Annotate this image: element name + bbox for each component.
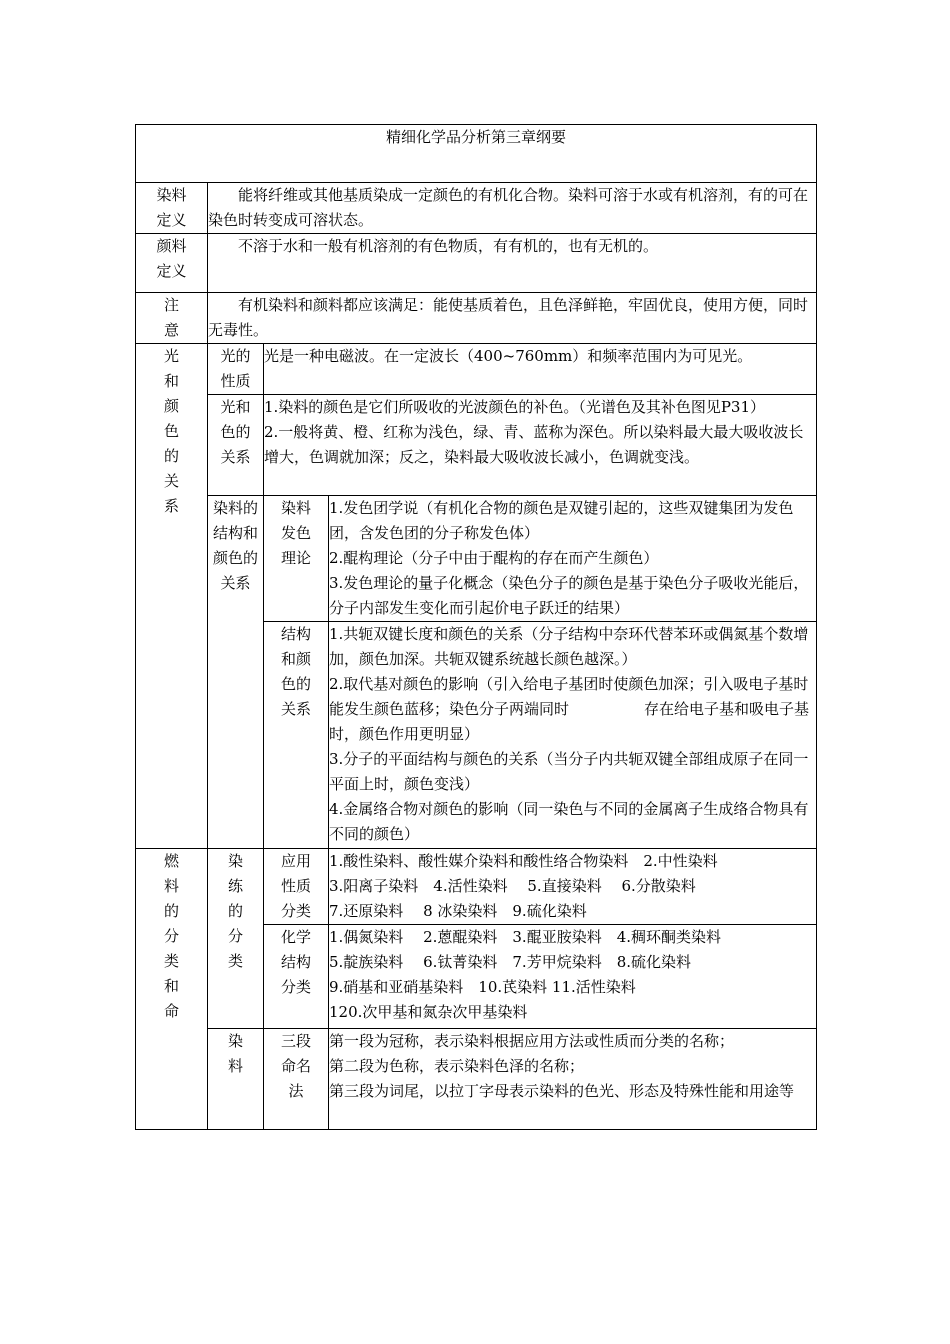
- naming-method-text: 第一段为冠称，表示染料根据应用方法或性质而分类的名称； 第二段为色称，表示染料色泽的名称； 第三段为词尾，以拉丁字母表示染料的色光、形态及特殊性能和用途等: [329, 1029, 817, 1130]
- chemical-class-label: 化学结构分类: [281, 928, 312, 996]
- chemical-class-text: 1.偶氮染料 2.蒽醌染料 3.醌亚胺染料 4.稠环酮类染料 5.靛族染料 6.钛菁染料 7.芳甲烷染料 8.硫化染料 9.硝基和亚硝基染料 10.芪染料 11.活性染料 120.次甲基和氮杂次甲基染料: [329, 925, 817, 1029]
- note-text: 有机染料和颜料都应该满足：能使基质着色，且色泽鲜艳，牢固优良，使用方便，同时无毒性。: [208, 293, 817, 344]
- naming-method-label: 三段命名法: [281, 1032, 312, 1100]
- dye-theory-text: 1.发色团学说（有机化合物的颜色是双键引起的，这些双键集团为发色团，含发色团的分子称发色体） 2.醌构理论（分子中由于醌构的存在而产生颜色） 3.发色理论的量子化概念（染色分子的颜色是基于染色分子吸收光能后，分子内部发生变化而引起价电子跃迁的结果）: [329, 496, 817, 622]
- dye-section-label: 燃料的分类和命: [164, 852, 180, 1020]
- pigment-definition-label: 颜料定义: [156, 237, 187, 280]
- pigment-definition-text: 不溶于水和一般有机溶剂的有色物质，有有机的，也有无机的。: [208, 234, 817, 293]
- application-class-text: 1.酸性染料、酸性媒介染料和酸性络合物染料 2.中性染料 3.阳离子染料 4.活性染料 5.直接染料 6.分散染料 7.还原染料 8 冰染染料 9.硫化染料: [329, 849, 817, 925]
- page-title: 精细化学品分析第三章纲要: [136, 125, 817, 183]
- application-class-row: [136, 849, 817, 925]
- application-class-label: 应用性质分类: [281, 852, 312, 920]
- dye-definition-text: 能将纤维或其他基质染成一定颜色的有机化合物。染料可溶于水或有机溶剂，有的可在染色时转变成可溶状态。: [208, 183, 817, 234]
- pigment-definition-row: [136, 234, 817, 293]
- structure-color-label: 染料的结构和颜色的关系: [213, 499, 259, 592]
- note-row: [136, 293, 817, 344]
- dye-definition-label: 染料定义: [156, 186, 187, 229]
- light-color-label: 光和色的关系: [220, 398, 251, 466]
- outline-table: [135, 124, 817, 1130]
- note-label: 注意: [164, 296, 180, 339]
- light-color-section-label: 光和颜色的关系: [164, 347, 180, 515]
- light-color-row: [136, 395, 817, 496]
- classification-label: 染练的分类: [228, 852, 244, 970]
- naming-label: 染料: [228, 1032, 244, 1075]
- structure-relation-label: 结构和颜色的关系: [281, 625, 312, 718]
- dye-theory-row: [136, 496, 817, 622]
- title-row: [136, 125, 817, 183]
- structure-relation-text: 1.共轭双键长度和颜色的关系（分子结构中奈环代替苯环或偶氮基个数增加，颜色加深。共轭双键系统越长颜色越深。） 2.取代基对颜色的影响（引入给电子基团时使颜色加深；引入吸电子基时能发生颜色蓝移；染色分子两端同时 存在给电子基和吸电子基时，颜色作用更明显） 3.分子的平面结构与颜色的关系（当分子内共轭双键全部组成原子在同一平面上时，颜色变浅） 4.金属络合物对颜色的影响（同一染色与不同的金属离子生成络合物具有不同的颜色）: [329, 622, 817, 849]
- dye-definition-row: [136, 183, 817, 234]
- light-nature-row: [136, 344, 817, 395]
- light-nature-text: 光是一种电磁波。在一定波长（400~760mm）和频率范围内为可见光。: [264, 344, 817, 395]
- naming-row: [136, 1029, 817, 1130]
- light-nature-label: 光的性质: [220, 347, 251, 390]
- light-color-text: 1.染料的颜色是它们所吸收的光波颜色的补色。（光谱色及其补色图见P31） 2.一般将黄、橙、红称为浅色，绿、青、蓝称为深色。所以染料最大最大吸收波长增大，色调就加深；反之，染料最大吸收波长减小，色调就变浅。: [264, 395, 817, 496]
- dye-theory-label: 染料发色理论: [281, 499, 312, 567]
